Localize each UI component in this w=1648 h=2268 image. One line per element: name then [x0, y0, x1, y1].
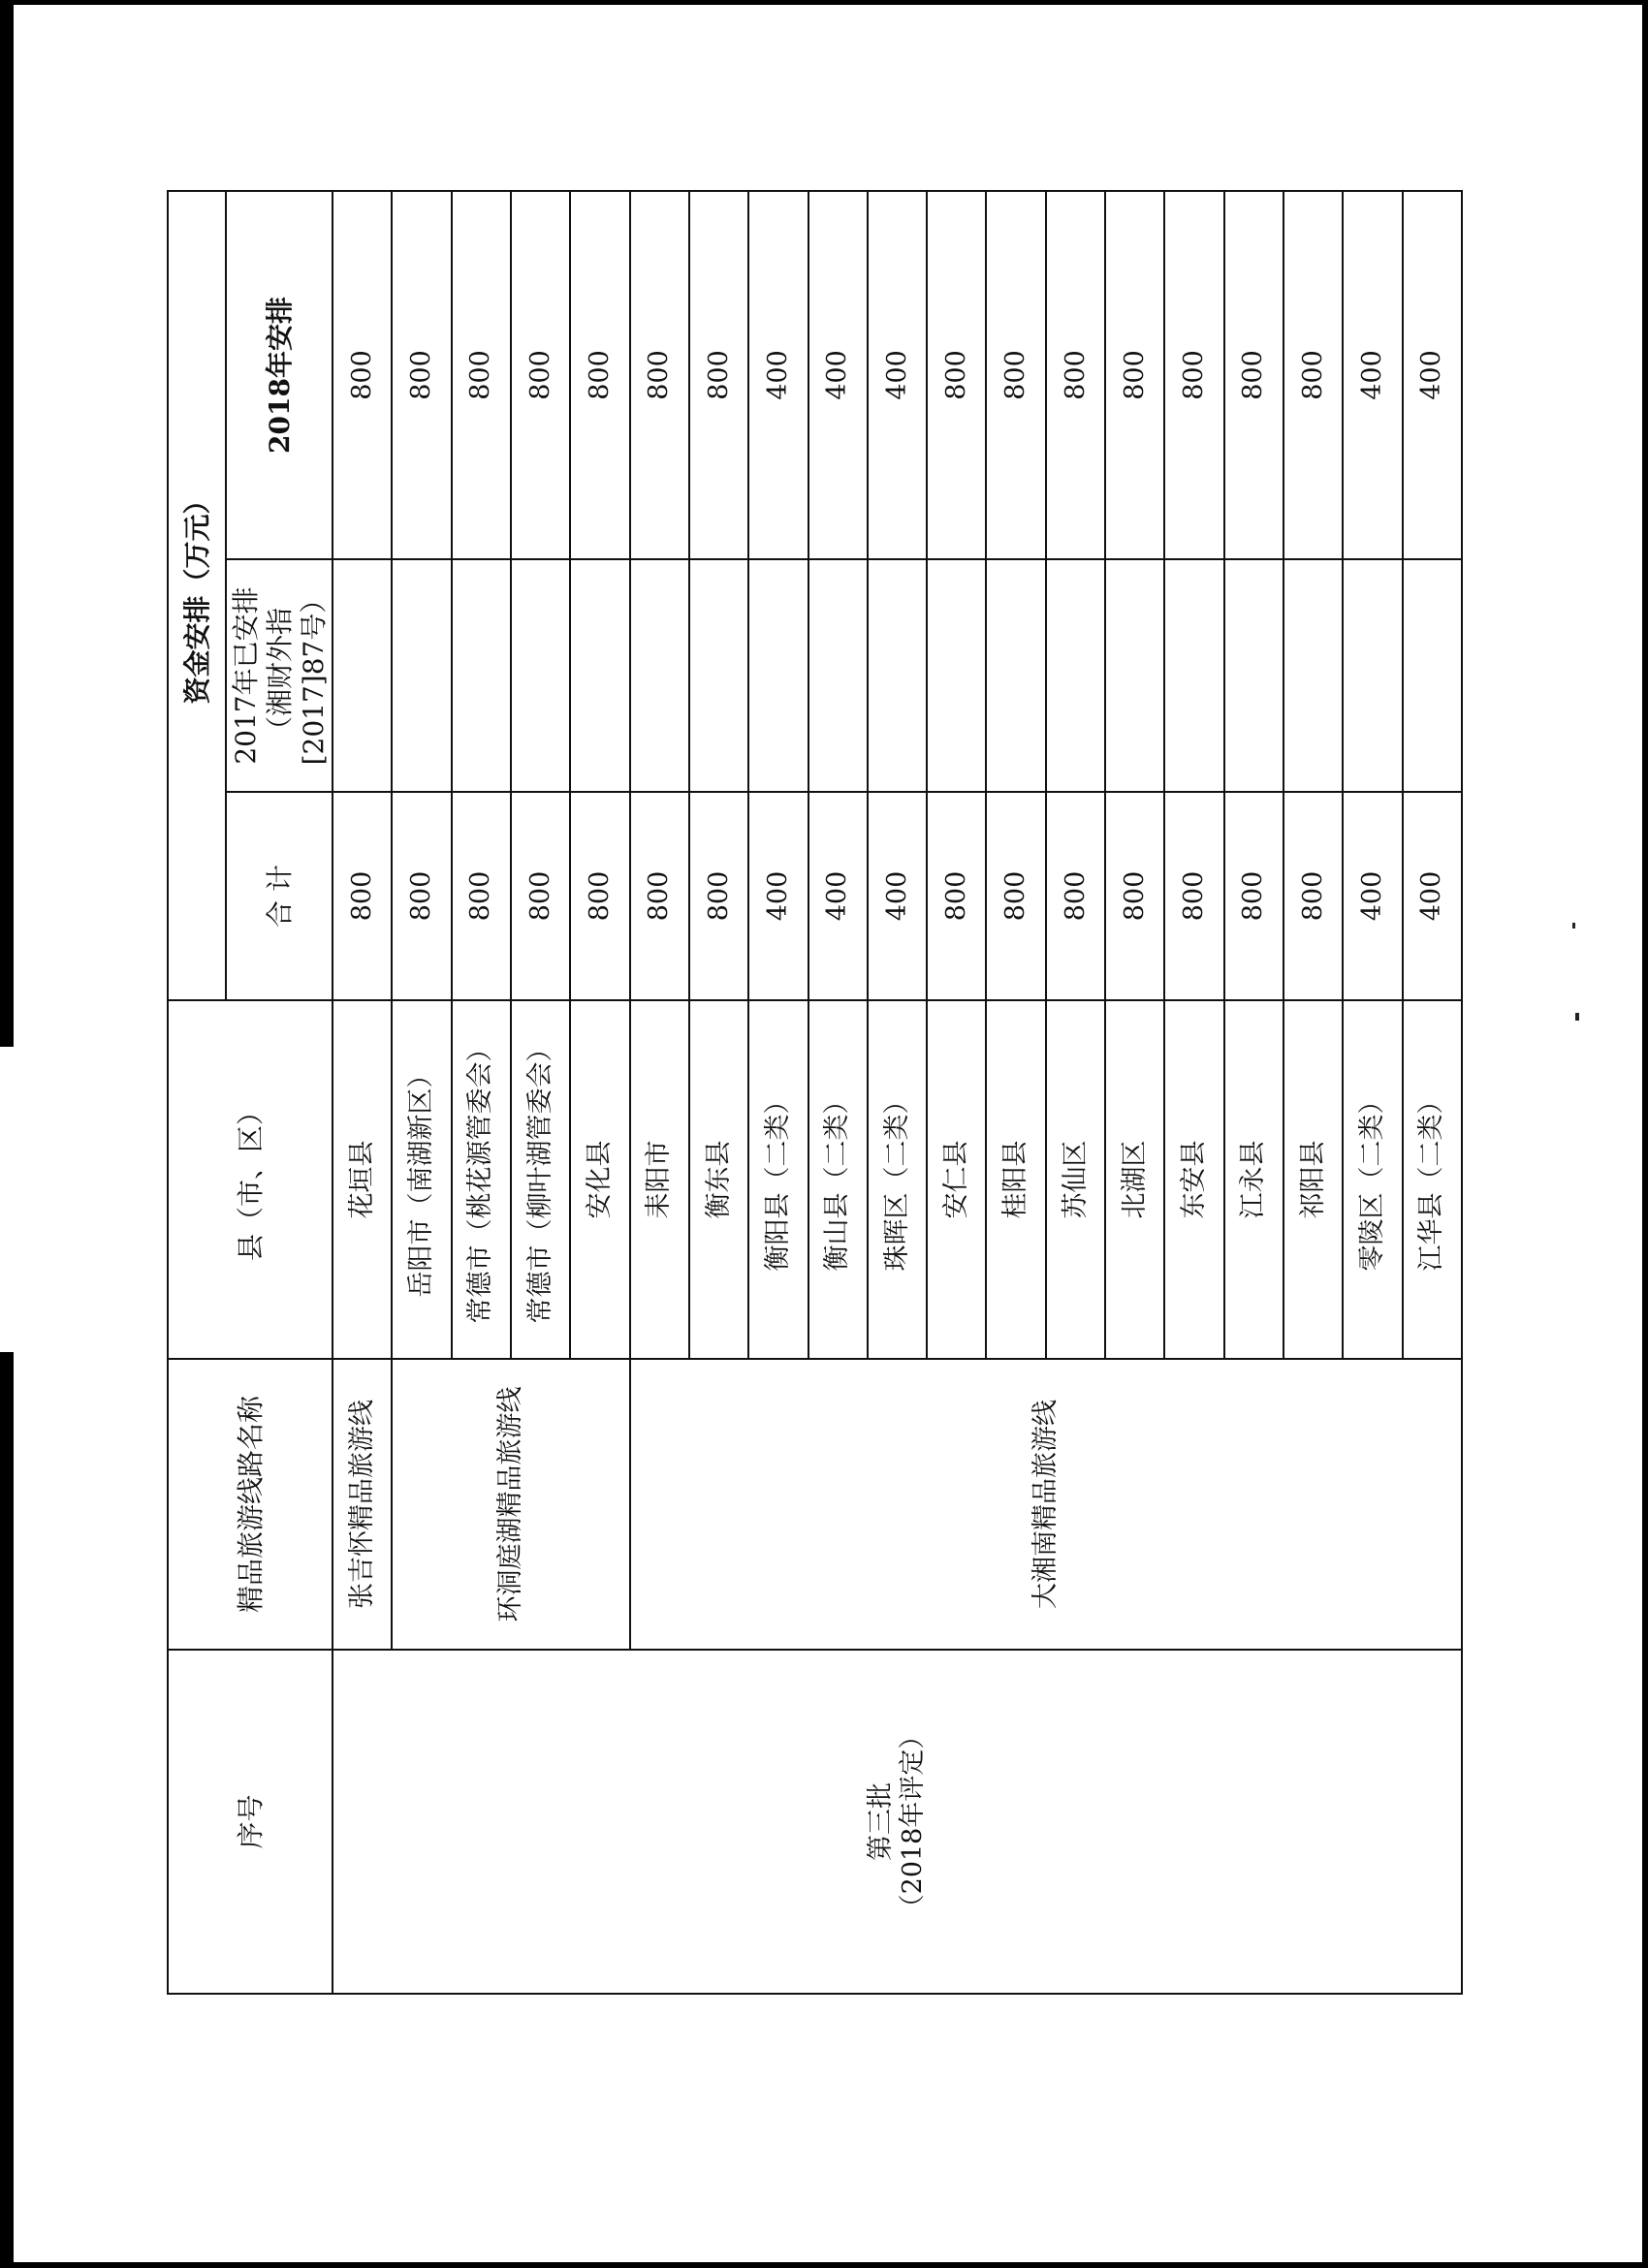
allocated-2017-cell	[986, 559, 1045, 792]
allocation-2018-cell: 800	[1224, 191, 1284, 559]
total-cell: 400	[868, 792, 927, 1000]
county-cell: 珠晖区（二类）	[868, 1000, 927, 1359]
total-cell: 800	[986, 792, 1045, 1000]
total-cell: 800	[1224, 792, 1284, 1000]
route-name-cell: 环洞庭湖精品旅游线	[392, 1359, 629, 1650]
county-cell: 常德市（桃花源管委会）	[452, 1000, 511, 1359]
scan-edge-top	[0, 0, 1648, 5]
allocation-2018-cell: 400	[1343, 191, 1402, 559]
header-county: 县（市、区）	[168, 1000, 333, 1359]
total-cell: 800	[392, 792, 451, 1000]
funding-table	[167, 190, 1463, 1995]
allocation-2018-cell: 800	[1164, 191, 1223, 559]
allocated-2017-cell	[1164, 559, 1223, 792]
allocated-2017-cell	[1046, 559, 1105, 792]
county-cell: 常德市（柳叶湖管委会）	[511, 1000, 570, 1359]
county-cell: 桂阳县	[986, 1000, 1045, 1359]
scan-edge-left-lower	[0, 1352, 14, 2268]
allocated-2017-cell	[392, 559, 451, 792]
allocated-2017-cell	[333, 559, 392, 792]
allocation-2018-cell: 800	[1046, 191, 1105, 559]
allocation-2018-cell: 800	[689, 191, 748, 559]
allocation-2018-cell: 400	[868, 191, 927, 559]
allocation-2018-cell: 800	[392, 191, 451, 559]
allocation-2018-cell: 800	[986, 191, 1045, 559]
county-cell: 江永县	[1224, 1000, 1284, 1359]
total-cell: 800	[1105, 792, 1164, 1000]
county-cell: 北湖区	[1105, 1000, 1164, 1359]
total-cell: 800	[630, 792, 689, 1000]
total-cell: 800	[927, 792, 986, 1000]
allocated-2017-cell	[1105, 559, 1164, 792]
total-cell: 400	[748, 792, 808, 1000]
allocation-2018-cell: 800	[333, 191, 392, 559]
header-route-name: 精品旅游线路名称	[168, 1359, 333, 1650]
allocation-2018-cell: 800	[570, 191, 629, 559]
total-cell: 400	[1403, 792, 1462, 1000]
total-cell: 800	[570, 792, 629, 1000]
allocated-2017-cell	[1403, 559, 1462, 792]
allocated-2017-cell	[511, 559, 570, 792]
allocation-2018-cell: 400	[808, 191, 868, 559]
rotated-table-wrapper	[167, 192, 1461, 1995]
county-cell: 祁阳县	[1284, 1000, 1343, 1359]
total-cell: 800	[1284, 792, 1343, 1000]
allocated-2017-cell	[1343, 559, 1402, 792]
allocation-2018-cell: 800	[630, 191, 689, 559]
allocated-2017-cell	[570, 559, 629, 792]
allocated-2017-cell	[452, 559, 511, 792]
county-cell: 苏仙区	[1046, 1000, 1105, 1359]
total-cell: 800	[1164, 792, 1223, 1000]
scan-edge-right	[1642, 0, 1648, 2268]
county-cell: 耒阳市	[630, 1000, 689, 1359]
allocation-2018-cell: 400	[1403, 191, 1462, 559]
header-allocation-2018: 2018年安排	[226, 191, 333, 559]
county-cell: 岳阳市（南湖新区）	[392, 1000, 451, 1359]
allocation-2018-cell: 400	[748, 191, 808, 559]
county-cell: 衡阳县（二类）	[748, 1000, 808, 1359]
allocation-2018-cell: 800	[452, 191, 511, 559]
county-cell: 衡山县（二类）	[808, 1000, 868, 1359]
county-cell: 安化县	[570, 1000, 629, 1359]
header-allocated-2017: 2017年已安排 （湘财外指 [2017]87号）	[226, 559, 333, 792]
total-cell: 400	[1343, 792, 1402, 1000]
allocated-2017-cell	[927, 559, 986, 792]
total-cell: 800	[511, 792, 570, 1000]
total-cell: 400	[808, 792, 868, 1000]
county-cell: 衡东县	[689, 1000, 748, 1359]
allocated-2017-cell	[748, 559, 808, 792]
total-cell: 800	[452, 792, 511, 1000]
county-cell: 花垣县	[333, 1000, 392, 1359]
scan-edge-left-upper	[0, 0, 14, 1047]
total-cell: 800	[689, 792, 748, 1000]
allocated-2017-cell	[1224, 559, 1284, 792]
allocated-2017-cell	[808, 559, 868, 792]
header-funds-group: 资金安排（万元）	[168, 191, 226, 1000]
table-row	[333, 191, 392, 1994]
route-name-cell: 大湘南精品旅游线	[630, 1359, 1462, 1650]
scan-edge-bottom	[0, 2262, 1648, 2268]
header-seq: 序号	[168, 1650, 333, 1994]
scan-speck	[1572, 923, 1575, 929]
allocation-2018-cell: 800	[511, 191, 570, 559]
county-cell: 安仁县	[927, 1000, 986, 1359]
header-total: 合 计	[226, 792, 333, 1000]
allocation-2018-cell: 800	[1105, 191, 1164, 559]
route-name-cell: 张吉怀精品旅游线	[333, 1359, 392, 1650]
allocated-2017-cell	[689, 559, 748, 792]
scan-speck	[1575, 1013, 1579, 1021]
allocation-2018-cell: 800	[927, 191, 986, 559]
county-cell: 东安县	[1164, 1000, 1223, 1359]
allocated-2017-cell	[1284, 559, 1343, 792]
county-cell: 江华县（二类）	[1403, 1000, 1462, 1359]
county-cell: 零陵区（二类）	[1343, 1000, 1402, 1359]
total-cell: 800	[333, 792, 392, 1000]
allocated-2017-cell	[630, 559, 689, 792]
batch-label: 第三批 （2018年评定）	[333, 1650, 1462, 1994]
allocated-2017-cell	[868, 559, 927, 792]
total-cell: 800	[1046, 792, 1105, 1000]
allocation-2018-cell: 800	[1284, 191, 1343, 559]
